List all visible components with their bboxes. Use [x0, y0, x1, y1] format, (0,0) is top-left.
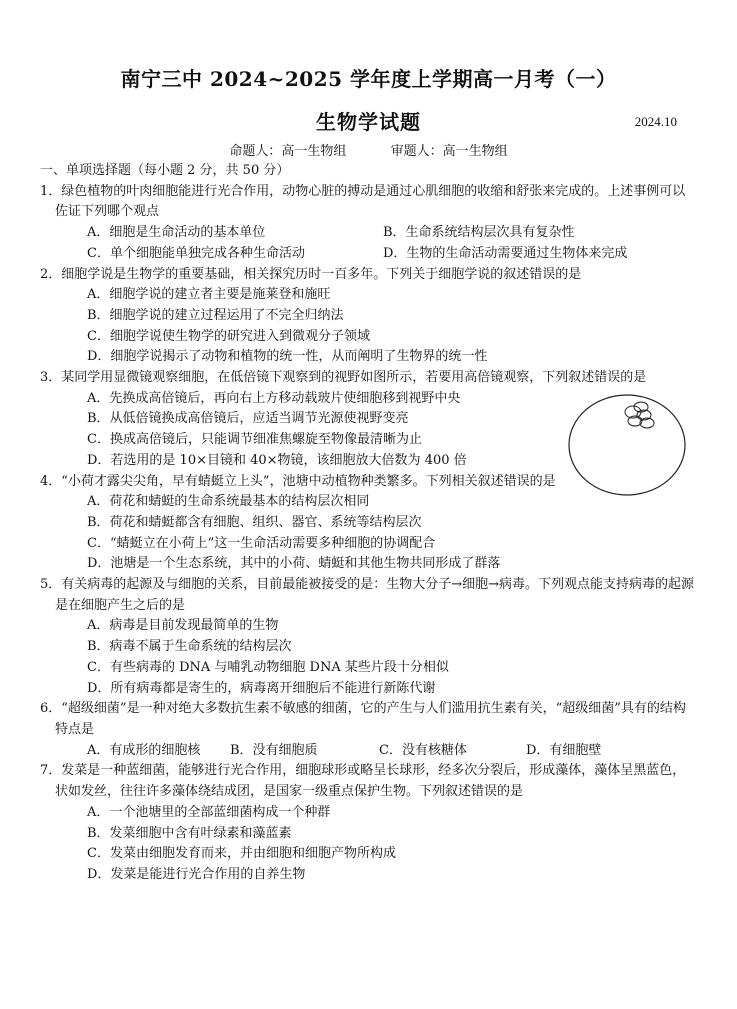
option-c: C．单个细胞能单独完成各种生命活动 — [87, 245, 305, 261]
option-d: D．池塘是一个生态系统，其中的小荷、蜻蜓和其他生物共同形成了群落 — [87, 556, 501, 572]
option-c: C．换成高倍镜后，只能调节细准焦螺旋至物像最清晰为止 — [87, 432, 422, 448]
option-d: D．若选用的是 10×目镜和 40×物镜，该细胞放大倍数为 400 倍 — [87, 452, 467, 468]
option-a: A．病毒是目前发现最简单的生物 — [87, 618, 279, 634]
exam-title: 南宁三中 2024~2025 学年度上学期高一月考（一） — [120, 67, 617, 91]
option-d: D．所有病毒都是寄生的，病毒离开细胞后不能进行新陈代谢 — [87, 680, 436, 696]
questions-content — [40, 161, 695, 886]
reviewer: 审题人：高一生物组 — [390, 144, 508, 159]
option-a: A．细胞学说的建立者主要是施莱登和施旺 — [87, 287, 331, 303]
microscope-field-figure — [567, 393, 687, 497]
question-stem: 2．细胞学说是生物学的重要基础，相关探究历时一百多年。下列关于细胞学说的叙述错误的是 — [40, 266, 582, 282]
option-c: C．“蜻蜓立在小荷上”这一生命活动需要多种细胞的协调配合 — [87, 535, 436, 551]
option-b: B．从低倍镜换成高倍镜后，应适当调节光源使视野变亮 — [87, 411, 409, 427]
question-5 — [40, 575, 695, 699]
option-d: D．发菜是能进行光合作用的自养生物 — [87, 866, 306, 882]
option-b: B．发菜细胞中含有叶绿素和藻蓝素 — [87, 825, 292, 841]
question-stem: 1．绿色植物的叶肉细胞能进行光合作用，动物心脏的搏动是通过心肌细胞的收缩和舒张来完成的。上述事例可以佐证下列哪个观点 — [40, 183, 686, 220]
question-stem: 7．发菜是一种蓝细菌，能够进行光合作用，细胞球形或略呈长球形，经多次分裂后，形成藻体，藻体呈黑蓝色，状如发丝，往往许多藻体绕结成团，是国家一级重点保护生物。下列叙述错误的是 — [40, 763, 686, 800]
option-a: A．荷花和蜻蜓的生命系统最基本的结构层次相同 — [87, 494, 370, 510]
exam-date: 2024.10 — [634, 114, 677, 129]
option-d: D．生物的生命活动需要通过生物体来完成 — [383, 245, 628, 261]
option-b: B．没有细胞质 — [230, 742, 318, 758]
option-a: A．先换成高倍镜后，再向右上方移动载玻片使细胞移到视野中央 — [87, 390, 461, 406]
option-b: B．病毒不属于生命系统的结构层次 — [87, 639, 292, 655]
question-stem: 5．有关病毒的起源及与细胞的关系，目前最能被接受的是：生物大分子→细胞→病毒。下列观点能支持病毒的起源是在细胞产生之后的是 — [40, 577, 695, 613]
option-c: C．有些病毒的 DNA 与哺乳动物细胞 DNA 某些片段十分相似 — [87, 659, 449, 675]
field-of-view-circle — [569, 395, 685, 495]
author: 命题人：高一生物组 — [229, 144, 347, 159]
question-stem: 4．“小荷才露尖尖角，早有蜻蜓立上头”，池塘中动植物种类繁多。下列相关叙述错误的是 — [40, 473, 556, 489]
section-title: 一、单项选择题（每小题 2 分，共 50 分） — [40, 163, 290, 178]
option-d: D．细胞学说揭示了动物和植物的统一性，从而阐明了生物界的统一性 — [87, 349, 488, 365]
option-c: C．发菜由细胞发育而来，并由细胞和细胞产物所构成 — [87, 846, 396, 862]
option-c: C．没有核糖体 — [379, 742, 467, 758]
question-2 — [40, 265, 695, 369]
option-b: B．荷花和蜻蜓都含有细胞、组织、器官、系统等结构层次 — [87, 514, 422, 530]
subject-title: 生物学试题 — [316, 110, 421, 134]
question-7 — [40, 761, 695, 885]
option-b: B．细胞学说的建立过程运用了不完全归纳法 — [87, 307, 344, 323]
option-a: A．细胞是生命活动的基本单位 — [87, 225, 266, 241]
question-stem: 3．某同学用显微镜观察细胞，在低倍镜下观察到的视野如图所示，若要用高倍镜观察，下列叙述错误的是 — [40, 370, 647, 386]
question-stem: 6．“超级细菌”是一种对绝大多数抗生素不敏感的细菌，它的产生与人们滥用抗生素有关，“超级细菌”具有的结构特点是 — [40, 701, 686, 737]
question-1 — [40, 182, 695, 265]
option-a: A．一个池塘里的全部蓝细菌构成一个种群 — [87, 804, 331, 820]
option-d: D．有细胞壁 — [526, 742, 602, 758]
question-6 — [40, 699, 695, 761]
authors-line — [0, 140, 737, 159]
option-b: B．生命系统结构层次具有复杂性 — [383, 225, 575, 241]
option-a: A．有成形的细胞核 — [87, 742, 201, 758]
option-c: C．细胞学说使生物学的研究进入到微观分子领域 — [87, 328, 370, 344]
